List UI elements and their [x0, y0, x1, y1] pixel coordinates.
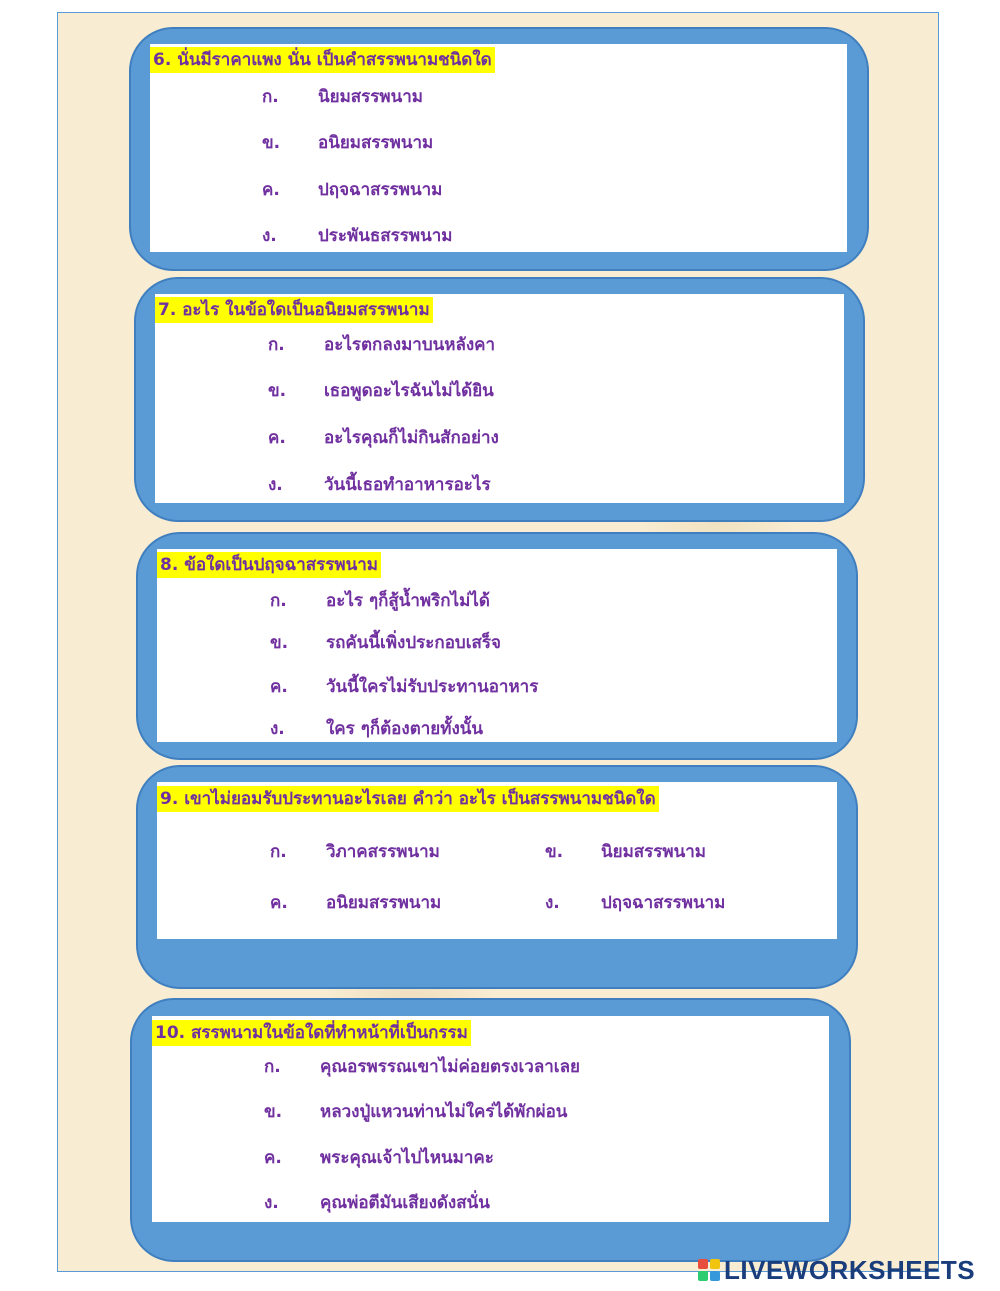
question-8-option-b[interactable] [270, 630, 501, 656]
option-letter: ค. [268, 428, 286, 448]
option-letter: ง. [268, 475, 283, 495]
liveworksheets-logo [698, 1255, 975, 1285]
question-9-option-d[interactable] [545, 890, 725, 916]
option-text: รถคันนี้เพิ่งประกอบเสร็จ [326, 633, 501, 653]
option-letter: ค. [264, 1148, 282, 1168]
option-text: หลวงปู่แหวนท่านไม่ใคร่ได้พักผ่อน [320, 1102, 568, 1122]
option-letter: ข. [264, 1102, 283, 1122]
question-7-option-a[interactable] [268, 332, 495, 358]
question-9-option-b[interactable] [545, 839, 706, 865]
option-text: นิยมสรรพนาม [318, 87, 424, 107]
liveworksheets-icon [698, 1259, 720, 1281]
option-letter: ข. [262, 133, 281, 153]
option-letter: ง. [264, 1193, 279, 1213]
option-text: คุณอรพรรณเขาไม่ค่อยตรงเวลาเลย [320, 1057, 580, 1077]
option-letter: ง. [545, 893, 560, 913]
option-text: ปฤจฉาสรรพนาม [318, 180, 443, 200]
question-7-title: 7. อะไร ในข้อใดเป็นอนิยมสรรพนาม [155, 297, 433, 323]
option-letter: ก. [270, 591, 287, 611]
question-9-title: 9. เขาไม่ยอมรับประทานอะไรเลย คำว่า อะไร เป็นสรรพนามชนิดใด [157, 786, 659, 812]
question-6-panel [150, 44, 847, 252]
question-6-option-d[interactable] [262, 223, 452, 249]
question-6-option-c[interactable] [262, 177, 442, 203]
liveworksheets-wordmark: LIVEWORKSHEETS [724, 1254, 976, 1285]
question-7-option-b[interactable] [268, 378, 494, 404]
option-letter: ค. [270, 677, 288, 697]
option-text: อะไรตกลงมาบนหลังคา [324, 335, 496, 355]
question-7-option-c[interactable] [268, 425, 499, 451]
option-text: เธอพูดอะไรฉันไม่ได้ยิน [324, 381, 494, 401]
question-7-option-d[interactable] [268, 472, 491, 498]
option-letter: ก. [262, 87, 279, 107]
option-text: ปฤจฉาสรรพนาม [601, 893, 726, 913]
option-letter: ข. [270, 633, 289, 653]
option-text: วันนี้เธอทำอาหารอะไร [324, 475, 491, 495]
option-text: นิยมสรรพนาม [601, 842, 707, 862]
question-10-option-a[interactable] [264, 1054, 580, 1080]
option-letter: ค. [262, 180, 280, 200]
option-letter: ก. [268, 335, 285, 355]
option-letter: ง. [262, 226, 277, 246]
question-6-option-b[interactable] [262, 130, 433, 156]
question-10-option-b[interactable] [264, 1099, 567, 1125]
question-8-option-c[interactable] [270, 674, 538, 700]
question-10-title: 10. สรรพนามในข้อใดที่ทำหน้าที่เป็นกรรม [152, 1020, 471, 1046]
question-10-option-c[interactable] [264, 1145, 494, 1171]
option-text: คุณพ่อตีมันเสียงดังสนั่น [320, 1193, 490, 1213]
option-letter: ข. [545, 842, 564, 862]
option-letter: ง. [270, 719, 285, 739]
question-10-option-d[interactable] [264, 1190, 490, 1216]
question-6-title: 6. นั่นมีราคาแพง นั่น เป็นคำสรรพนามชนิดใด [150, 47, 495, 73]
question-9-option-c[interactable] [270, 890, 441, 916]
option-text: พระคุณเจ้าไปไหนมาคะ [320, 1148, 494, 1168]
option-text: อนิยมสรรพนาม [326, 893, 442, 913]
option-letter: ก. [270, 842, 287, 862]
option-letter: ข. [268, 381, 287, 401]
option-text: วิภาคสรรพนาม [326, 842, 440, 862]
question-8-option-d[interactable] [270, 716, 483, 742]
option-letter: ค. [270, 893, 288, 913]
option-text: อนิยมสรรพนาม [318, 133, 434, 153]
option-text: อะไร ๆก็สู้น้ำพริกไม่ได้ [326, 591, 490, 611]
question-8-option-a[interactable] [270, 588, 490, 614]
question-7-panel [155, 294, 844, 503]
question-8-title: 8. ข้อใดเป็นปฤจฉาสรรพนาม [157, 552, 381, 578]
option-letter: ก. [264, 1057, 281, 1077]
question-6-option-a[interactable] [262, 84, 423, 110]
option-text: ใคร ๆก็ต้องตายทั้งนั้น [326, 719, 483, 739]
option-text: วันนี้ใครไม่รับประทานอาหาร [326, 677, 539, 697]
question-9-option-a[interactable] [270, 839, 440, 865]
option-text: อะไรคุณก็ไม่กินสักอย่าง [324, 428, 499, 448]
option-text: ประพันธสรรพนาม [318, 226, 453, 246]
